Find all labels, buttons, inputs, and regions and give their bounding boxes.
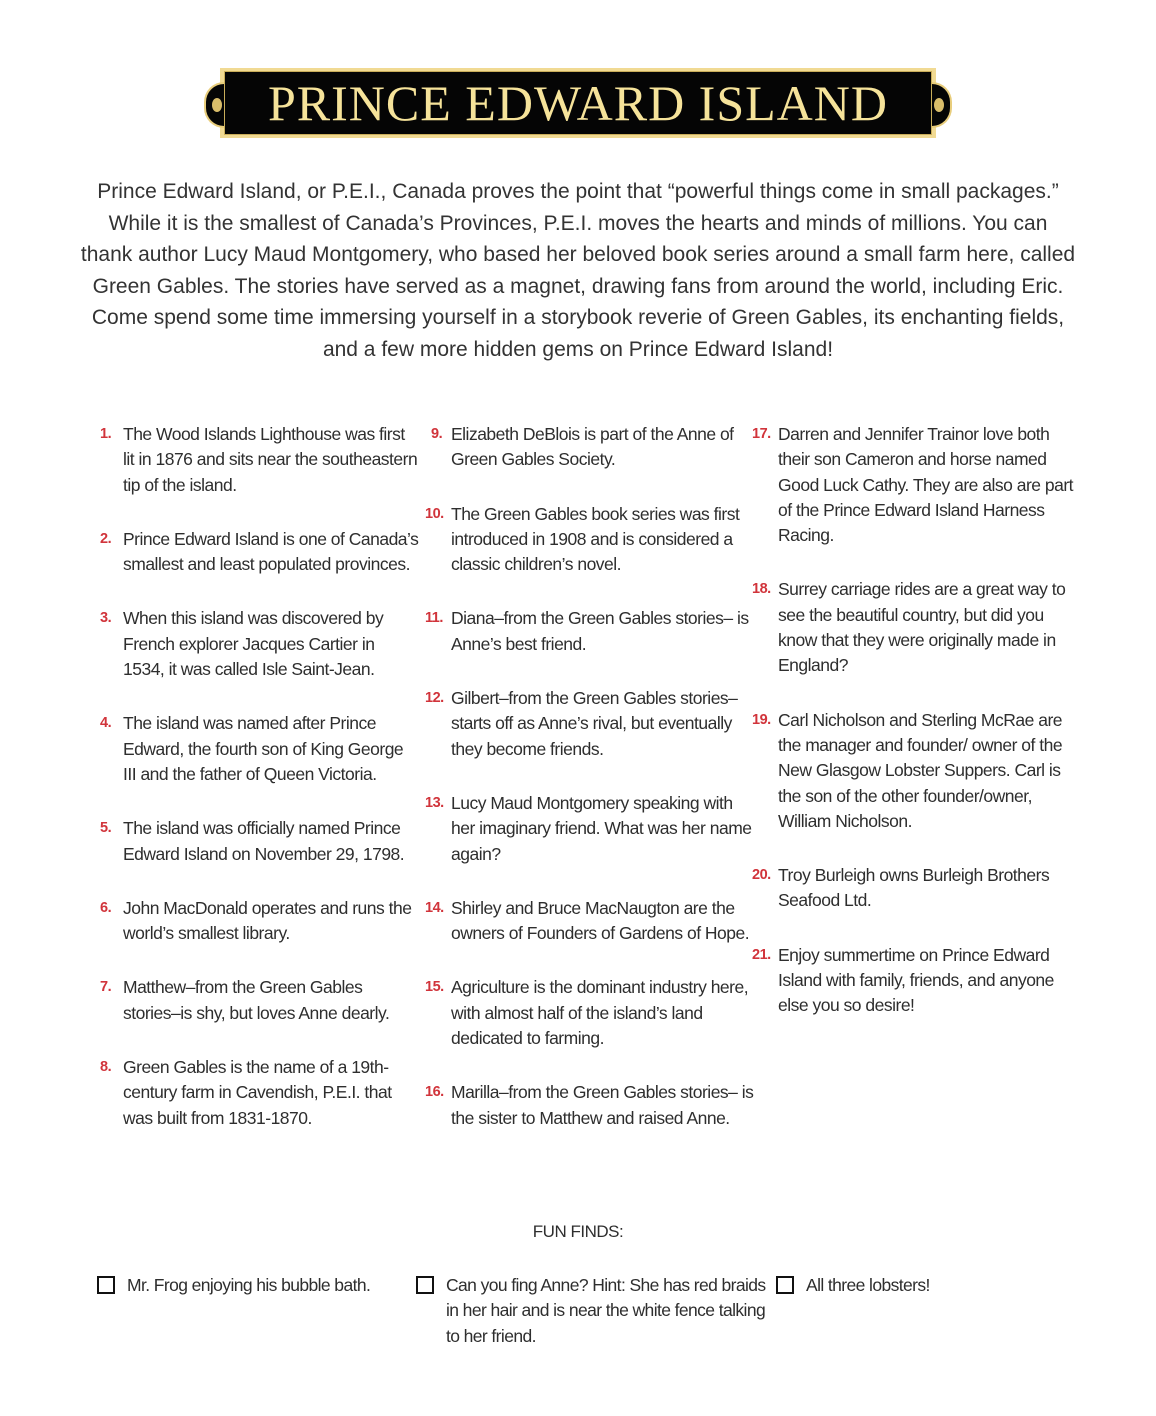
fact-text: Lucy Maud Montgomery speaking with her imaginary friend. What was her name again? (451, 792, 752, 864)
fact-number: 7. (100, 979, 112, 996)
fact-number: 20. (752, 867, 771, 884)
fact-text: Darren and Jennifer Trainor love both their son Cameron and horse named Good Luck Cathy. They are also are part of the Prince Edward Island Harness Racing. (778, 424, 1074, 546)
fact-number: 9. (431, 426, 443, 442)
fact-number: 19. (752, 711, 771, 728)
facts-column-1 (100, 422, 420, 1131)
fact-item (425, 896, 755, 947)
checkbox[interactable] (416, 1276, 434, 1294)
fact-number: 2. (100, 530, 112, 547)
fact-text: Carl Nicholson and Sterling McRae are the manager and founder/ owner of the New Glasgow Lobster Suppers. Carl is the son of the other founder/owner, William Nicholson. (778, 709, 1063, 831)
fact-text: The island was officially named Prince Edward Island on November 29, 1798. (123, 818, 405, 864)
fact-item (100, 422, 420, 498)
intro-paragraph: Prince Edward Island, or P.E.I., Canada proves the point that “powerful things come in small packages.” While it is the smallest of Canada’s Provinces, P.E.I. moves the hearts and minds of millions. You can thank author Lucy Maud Montgomery, who based her beloved book series around a small farm here, called Green Gables. The stories have served as a magnet, drawing fans from around the world, including Eric. Come spend some time immersing yourself in a storybook reverie of Green Gables, its enchanting fields, and a few more hidden gems on Prince Edward Island! (80, 180, 1076, 361)
fun-find-item (97, 1273, 427, 1298)
fact-item (100, 606, 420, 682)
fact-item (425, 975, 755, 1051)
facts-column-2 (425, 422, 755, 1131)
fact-text: Prince Edward Island is one of Canada’s smallest and least populated provinces. (123, 528, 419, 575)
title-banner (200, 68, 956, 138)
fact-text: Gilbert–from the Green Gables stories–starts off as Anne’s rival, but eventually they become friends. (451, 688, 738, 759)
fact-text: Agriculture is the dominant industry here, with almost half of the island’s land dedicated to farming. (451, 977, 749, 1049)
fact-text: When this island was discovered by French explorer Jacques Cartier in 1534, it was called Isle Saint-Jean. (123, 608, 384, 680)
fact-text: Troy Burleigh owns Burleigh Brothers Seafood Ltd. (778, 865, 1050, 911)
fact-item (425, 1080, 755, 1131)
fact-number: 16. (425, 1084, 444, 1101)
fact-item (425, 422, 755, 473)
fact-item (752, 943, 1082, 1019)
checkbox[interactable] (97, 1276, 115, 1294)
fun-find-text: Can you fing Anne? Hint: She has red braids in her hair and is near the white fence talking to her friend. (446, 1275, 766, 1346)
fact-item (752, 422, 1082, 548)
fact-item (100, 1055, 420, 1131)
fact-number: 18. (752, 581, 771, 598)
page-title: PRINCE EDWARD ISLAND (268, 75, 888, 131)
fact-item (752, 708, 1082, 834)
fact-item (752, 577, 1082, 678)
fact-number: 11. (425, 610, 443, 627)
fun-finds-heading: FUN FINDS: (532, 1222, 624, 1241)
fact-item (425, 686, 755, 762)
fact-item (100, 896, 420, 947)
fact-item (100, 975, 420, 1026)
fact-number: 13. (425, 794, 444, 811)
fact-number: 15. (425, 979, 444, 996)
fact-text: Elizabeth DeBlois is part of the Anne of Green Gables Society. (451, 424, 734, 470)
fact-text: Matthew–from the Green Gables stories–is shy, but loves Anne dearly. (123, 977, 390, 1023)
fact-text: Diana–from the Green Gables stories– is Anne’s best friend. (451, 608, 749, 654)
fact-item (752, 863, 1082, 914)
fact-item (100, 711, 420, 787)
fact-number: 12. (425, 690, 444, 707)
fact-text: Surrey carriage rides are a great way to see the beautiful country, but did you know that they were originally made in England? (778, 579, 1066, 676)
fact-number: 8. (100, 1059, 112, 1076)
fact-number: 1. (100, 426, 112, 442)
checkbox[interactable] (776, 1276, 794, 1294)
fact-item (425, 791, 755, 867)
fact-text: Green Gables is the name of a 19th-century farm in Cavendish, P.E.I. that was built from 1831-1870. (123, 1057, 392, 1128)
fun-find-item (776, 1273, 1056, 1298)
fun-find-text: All three lobsters! (806, 1275, 930, 1295)
fact-number: 3. (100, 610, 112, 627)
fact-text: John MacDonald operates and runs the world’s smallest library. (123, 897, 412, 944)
fact-number: 21. (752, 946, 771, 963)
fact-item (425, 606, 755, 657)
fact-item (100, 527, 420, 578)
fact-number: 6. (100, 899, 112, 916)
fact-text: Marilla–from the Green Gables stories– is the sister to Matthew and raised Anne. (451, 1082, 754, 1128)
fact-text: The Wood Islands Lighthouse was first lit in 1876 and sits near the southeastern tip of the island. (123, 424, 418, 495)
fact-number: 14. (425, 899, 444, 916)
fact-text: Shirley and Bruce MacNaugton are the owners of Founders of Gardens of Hope. (451, 897, 750, 944)
facts-column-3 (752, 422, 1082, 1019)
fact-number: 4. (100, 715, 112, 732)
fact-number: 17. (752, 426, 771, 442)
fun-find-item (416, 1273, 766, 1349)
fact-number: 5. (100, 820, 112, 837)
fact-text: The island was named after Prince Edward, the fourth son of King George III and the father of Queen Victoria. (123, 713, 404, 784)
fact-item (100, 816, 420, 867)
fun-find-text: Mr. Frog enjoying his bubble bath. (127, 1275, 371, 1295)
fact-text: The Green Gables book series was first introduced in 1908 and is considered a classic children’s novel. (451, 503, 740, 575)
fact-number: 10. (425, 505, 444, 522)
fact-item (425, 502, 755, 578)
fact-text: Enjoy summertime on Prince Edward Island with family, friends, and anyone else you so desire! (778, 944, 1054, 1016)
